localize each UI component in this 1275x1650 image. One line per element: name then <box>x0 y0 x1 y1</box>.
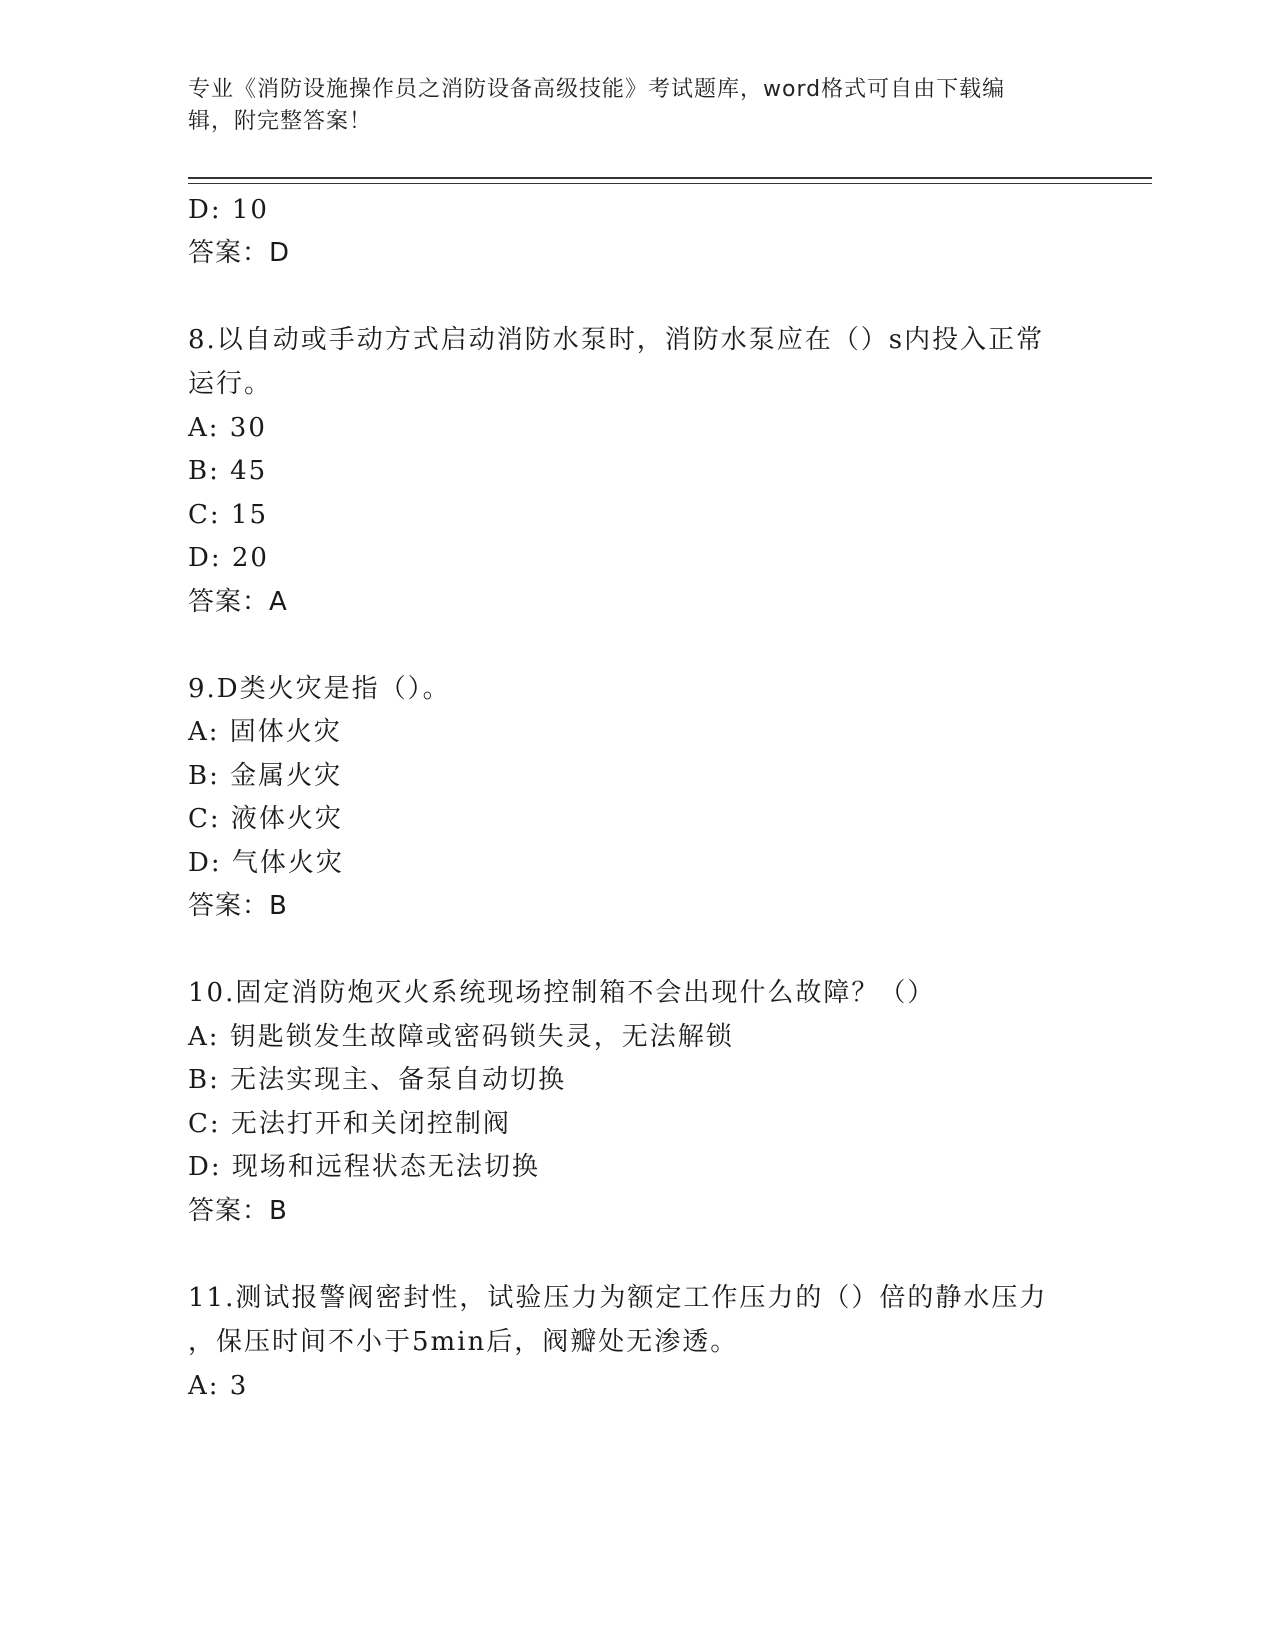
q10-option-a: A: 钥匙锁发生故障或密码锁失灵，无法解锁 <box>188 1022 734 1052</box>
prev-answer: 答案：D <box>188 238 291 268</box>
q11-stem-line-1: 11.测试报警阀密封性，试验压力为额定工作压力的（）倍的静水压力 <box>188 1283 1048 1313</box>
q10-option-c: C: 无法打开和关闭控制阀 <box>188 1109 511 1139</box>
q10-answer: 答案：B <box>188 1196 288 1226</box>
q11-stem-line-2: ，保压时间不小于5min后，阀瓣处无渗透。 <box>188 1327 739 1357</box>
q8-stem-line-1: 8.以自动或手动方式启动消防水泵时，消防水泵应在（）s内投入正常 <box>188 325 1045 355</box>
header-divider-thick <box>188 177 1152 179</box>
prev-option-d: D: 10 <box>188 195 269 225</box>
header-line-2: 辑，附完整答案！ <box>188 109 373 134</box>
q10-option-b: B: 无法实现主、备泵自动切换 <box>188 1065 567 1095</box>
q8-answer: 答案：A <box>188 587 288 617</box>
q10-option-d: D: 现场和远程状态无法切换 <box>188 1152 540 1182</box>
header-line-1: 专业《消防设施操作员之消防设备高级技能》考试题库，word格式可自由下载编 <box>188 77 1006 102</box>
q8-option-c: C: 15 <box>188 500 269 530</box>
q8-stem-line-2: 运行。 <box>188 369 273 399</box>
q9-option-a: A: 固体火灾 <box>188 717 342 747</box>
q9-option-c: C: 液体火灾 <box>188 804 343 834</box>
q9-stem-line-1: 9.D类火灾是指（）。 <box>188 674 451 704</box>
q10-stem-line-1: 10.固定消防炮灭火系统现场控制箱不会出现什么故障？（） <box>188 978 936 1008</box>
q8-option-d: D: 20 <box>188 543 269 573</box>
q11-option-a: A: 3 <box>188 1371 249 1401</box>
header-divider-thin <box>188 183 1152 184</box>
q9-answer: 答案：B <box>188 891 288 921</box>
q9-option-b: B: 金属火灾 <box>188 761 343 791</box>
q9-option-d: D: 气体火灾 <box>188 848 344 878</box>
page-header <box>188 74 1068 138</box>
q8-option-b: B: 45 <box>188 456 268 486</box>
q8-option-a: A: 30 <box>188 413 267 443</box>
